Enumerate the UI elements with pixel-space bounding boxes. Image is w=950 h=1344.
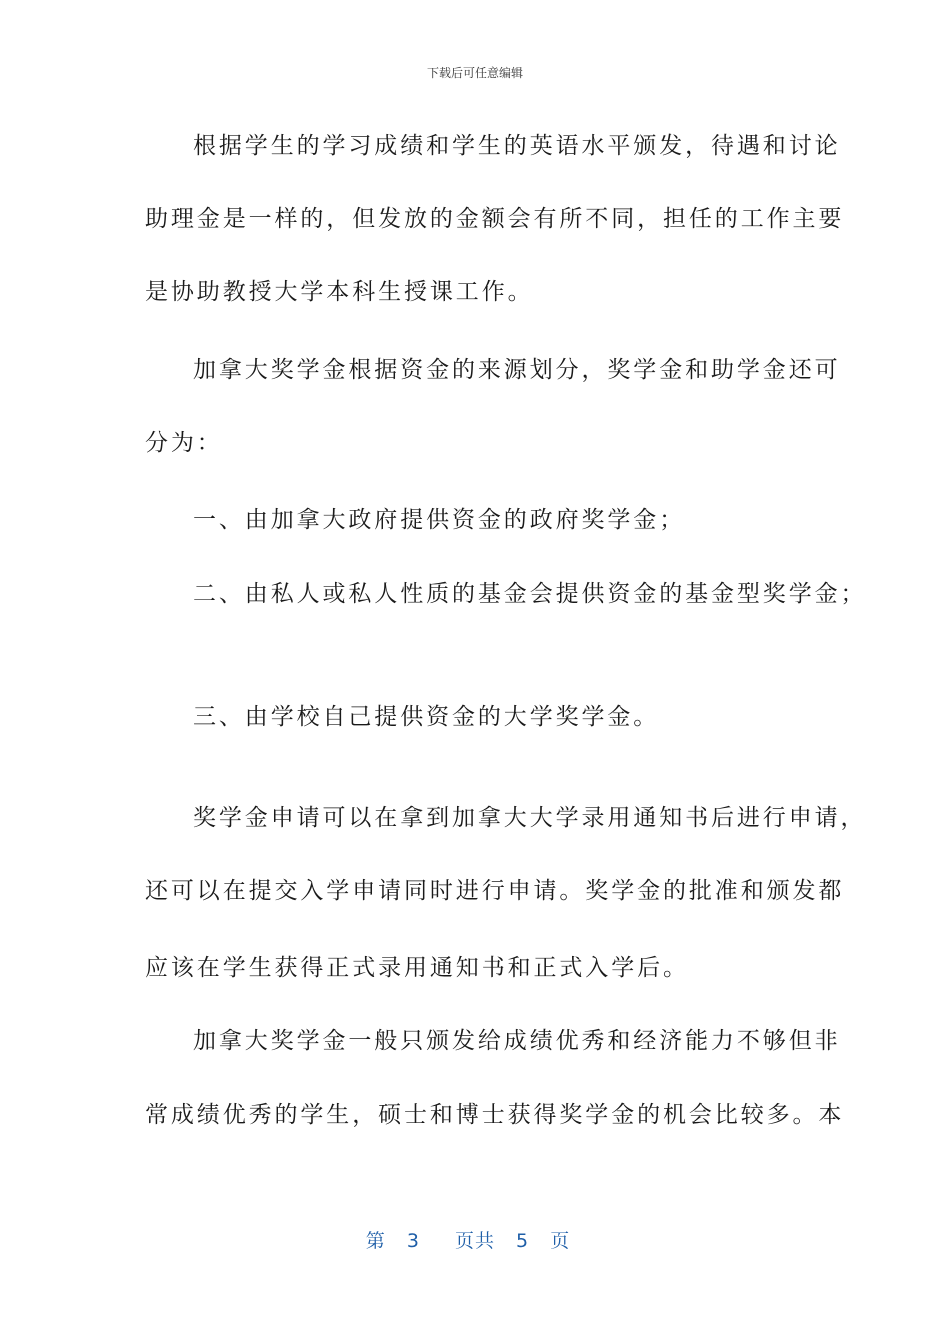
paragraph-line: 还可以在提交入学申请同时进行申请。奖学金的批准和颁发都: [145, 878, 845, 904]
paragraph-line: 分为：: [145, 430, 223, 456]
total-page-number: 5: [516, 1230, 530, 1252]
paragraph-line: 奖学金申请可以在拿到加拿大大学录用通知书后进行申请，: [193, 805, 867, 831]
paragraph-line: 加拿大奖学金根据资金的来源划分，奖学金和助学金还可: [193, 357, 841, 383]
current-page-number: 3: [406, 1230, 420, 1252]
paragraph-line: 根据学生的学习成绩和学生的英语水平颁发，待遇和讨论: [193, 133, 841, 159]
paragraph-line: 助理金是一样的，但发放的金额会有所不同，担任的工作主要: [145, 206, 845, 232]
paragraph-line: 三、由学校自己提供资金的大学奖学金。: [193, 704, 660, 730]
header-note: 下载后可任意编辑: [426, 66, 523, 80]
paragraph-line: 应该在学生获得正式录用通知书和正式入学后。: [145, 955, 689, 981]
page-middle-text: 页共: [454, 1230, 495, 1252]
page-suffix: 页: [550, 1230, 571, 1252]
page-number-footer: [0, 1226, 950, 1253]
paragraph-line: 一、由加拿大政府提供资金的政府奖学金；: [193, 507, 686, 533]
paragraph-line: 二、由私人或私人性质的基金会提供资金的基金型奖学金；: [193, 581, 867, 607]
page-prefix: 第: [365, 1230, 386, 1252]
paragraph-line: 加拿大奖学金一般只颁发给成绩优秀和经济能力不够但非: [193, 1028, 841, 1054]
paragraph-line: 是协助教授大学本科生授课工作。: [145, 279, 534, 305]
paragraph-line: 常成绩优秀的学生，硕士和博士获得奖学金的机会比较多。本: [145, 1102, 845, 1128]
